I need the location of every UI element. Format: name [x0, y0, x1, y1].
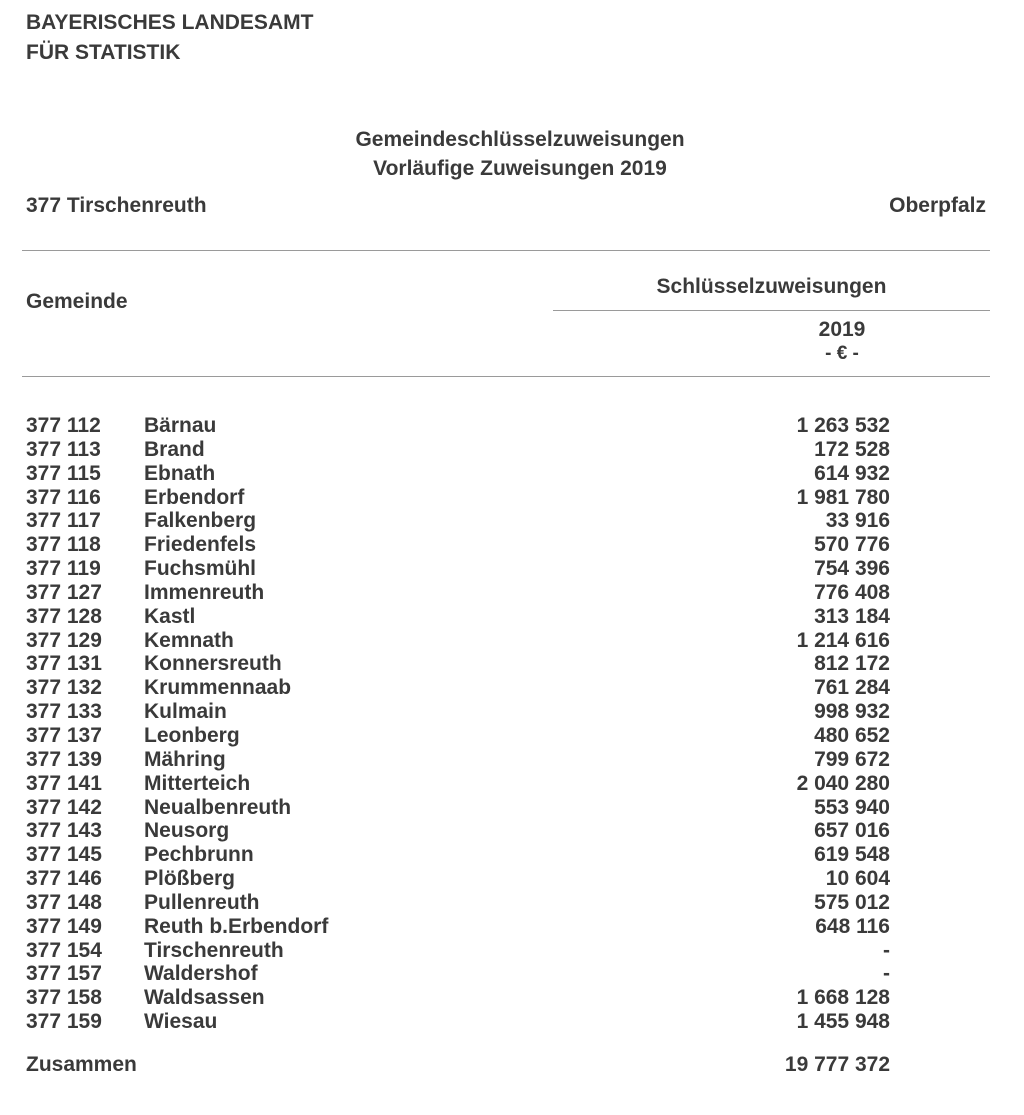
table-row [0, 438, 1024, 462]
header-bottom-divider [22, 376, 990, 377]
table-row [0, 629, 1024, 653]
municipality-code: 377 131 [26, 652, 102, 676]
allocation-amount: 754 396 [814, 557, 890, 581]
municipality-code: 377 133 [26, 700, 102, 724]
allocation-amount: 172 528 [814, 437, 890, 461]
document-title: Gemeindeschlüsselzuweisungen [355, 128, 685, 151]
municipality-name: Kastl [144, 604, 196, 628]
municipality-name: Kulmain [144, 700, 227, 724]
municipality-name: Pechbrunn [144, 843, 254, 867]
table-row [0, 1010, 1024, 1034]
total-value: 19 777 372 [784, 1053, 890, 1076]
table-row [0, 414, 1024, 438]
table-row [0, 652, 1024, 676]
allocation-amount: 619 548 [814, 843, 890, 867]
allocation-amount: 614 932 [814, 461, 890, 485]
municipality-name: Falkenberg [144, 509, 257, 533]
agency-line-1: BAYERISCHES LANDESAMT [26, 11, 314, 34]
municipality-name: Waldsassen [144, 986, 265, 1010]
municipality-code: 377 142 [26, 795, 102, 819]
allocation-amount: 776 408 [814, 580, 890, 604]
column-header-schluesselzuweisungen: Schlüsselzuweisungen [656, 275, 887, 298]
municipality-code: 377 119 [26, 557, 101, 581]
table-row [0, 486, 1024, 510]
allocation-amount: 657 016 [814, 819, 890, 843]
municipality-code: 377 149 [26, 914, 102, 938]
municipality-name: Wiesau [144, 1010, 218, 1034]
table-row [0, 700, 1024, 724]
municipality-name: Fuchsmühl [144, 557, 257, 581]
municipality-name: Reuth b.Erbendorf [144, 914, 329, 938]
total-label: Zusammen [26, 1053, 137, 1076]
table-row [0, 748, 1024, 772]
municipality-name: Bärnau [144, 414, 217, 437]
table-row [0, 891, 1024, 915]
municipality-code: 377 141 [26, 771, 102, 795]
region-label: Oberpfalz [889, 194, 986, 217]
municipality-name: Plößberg [144, 867, 236, 891]
municipality-code: 377 157 [26, 962, 102, 986]
municipality-code: 377 145 [26, 843, 102, 867]
municipality-name: Mitterteich [144, 771, 251, 795]
municipality-name: Leonberg [144, 723, 240, 747]
column-header-unit: - € - [825, 343, 859, 364]
table-row [0, 581, 1024, 605]
document-subtitle: Vorläufige Zuweisungen 2019 [373, 157, 667, 180]
municipality-code: 377 137 [26, 723, 102, 747]
allocation-amount: 812 172 [814, 652, 890, 676]
header-top-divider [22, 250, 990, 251]
table-row [0, 915, 1024, 939]
allocation-amount: 2 040 280 [796, 771, 890, 795]
municipality-name: Waldershof [144, 962, 258, 986]
district-label: 377 Tirschenreuth [26, 194, 207, 217]
table-row [0, 676, 1024, 700]
allocation-amount: 998 932 [814, 700, 890, 724]
municipality-code: 377 116 [26, 485, 101, 509]
table-row [0, 962, 1024, 986]
municipality-name: Friedenfels [144, 533, 257, 557]
municipality-name: Brand [144, 437, 205, 461]
municipality-code: 377 117 [26, 509, 101, 533]
municipality-code: 377 129 [26, 628, 102, 652]
table-row [0, 509, 1024, 533]
allocation-amount: 1 214 616 [796, 628, 890, 652]
allocation-amount: 575 012 [814, 890, 890, 914]
table-row [0, 772, 1024, 796]
table-row [0, 986, 1024, 1010]
table-row [0, 724, 1024, 748]
allocation-amount: 1 263 532 [796, 414, 890, 437]
table-row [0, 462, 1024, 486]
agency-name [26, 8, 313, 68]
municipality-code: 377 159 [26, 1010, 102, 1034]
municipality-name: Neusorg [144, 819, 230, 843]
allocation-amount: 33 916 [825, 509, 890, 533]
municipality-code: 377 115 [26, 461, 101, 485]
agency-line-2: FÜR STATISTIK [26, 41, 181, 64]
municipality-code: 377 139 [26, 747, 102, 771]
municipality-code: 377 113 [26, 437, 101, 461]
column-header-gemeinde: Gemeinde [26, 290, 128, 313]
municipality-code: 377 118 [26, 533, 101, 557]
allocation-amount: 1 455 948 [796, 1010, 890, 1034]
allocation-amount: 480 652 [814, 723, 890, 747]
column-header-year: 2019 [818, 318, 866, 341]
municipality-code: 377 146 [26, 867, 102, 891]
municipality-name: Neualbenreuth [144, 795, 292, 819]
table-row [0, 557, 1024, 581]
allocation-amount: 1 668 128 [796, 986, 890, 1010]
municipality-code: 377 158 [26, 986, 102, 1010]
municipality-table-body [0, 414, 1024, 1034]
municipality-name: Konnersreuth [144, 652, 282, 676]
column-header-divider [553, 310, 990, 311]
allocation-amount: - [883, 938, 890, 962]
municipality-code: 377 127 [26, 580, 102, 604]
table-row [0, 939, 1024, 963]
municipality-code: 377 112 [26, 414, 101, 437]
table-row [0, 843, 1024, 867]
municipality-name: Kemnath [144, 628, 234, 652]
municipality-name: Ebnath [144, 461, 216, 485]
allocation-amount: 799 672 [814, 747, 890, 771]
municipality-code: 377 128 [26, 604, 102, 628]
allocation-amount: - [883, 962, 890, 986]
table-row [0, 819, 1024, 843]
municipality-name: Erbendorf [144, 485, 245, 509]
allocation-amount: 570 776 [814, 533, 890, 557]
table-row [0, 605, 1024, 629]
allocation-amount: 313 184 [814, 604, 890, 628]
table-row [0, 796, 1024, 820]
municipality-name: Immenreuth [144, 580, 265, 604]
allocation-amount: 10 604 [825, 867, 890, 891]
allocation-amount: 761 284 [814, 676, 890, 700]
allocation-amount: 648 116 [815, 914, 890, 938]
municipality-name: Krummennaab [144, 676, 292, 700]
municipality-code: 377 132 [26, 676, 102, 700]
municipality-name: Tirschenreuth [144, 938, 284, 962]
municipality-name: Mähring [144, 747, 226, 771]
allocation-amount: 1 981 780 [796, 485, 890, 509]
municipality-code: 377 154 [26, 938, 102, 962]
municipality-name: Pullenreuth [144, 890, 260, 914]
table-row [0, 867, 1024, 891]
table-row [0, 533, 1024, 557]
municipality-code: 377 143 [26, 819, 102, 843]
municipality-code: 377 148 [26, 890, 102, 914]
allocation-amount: 553 940 [814, 795, 890, 819]
